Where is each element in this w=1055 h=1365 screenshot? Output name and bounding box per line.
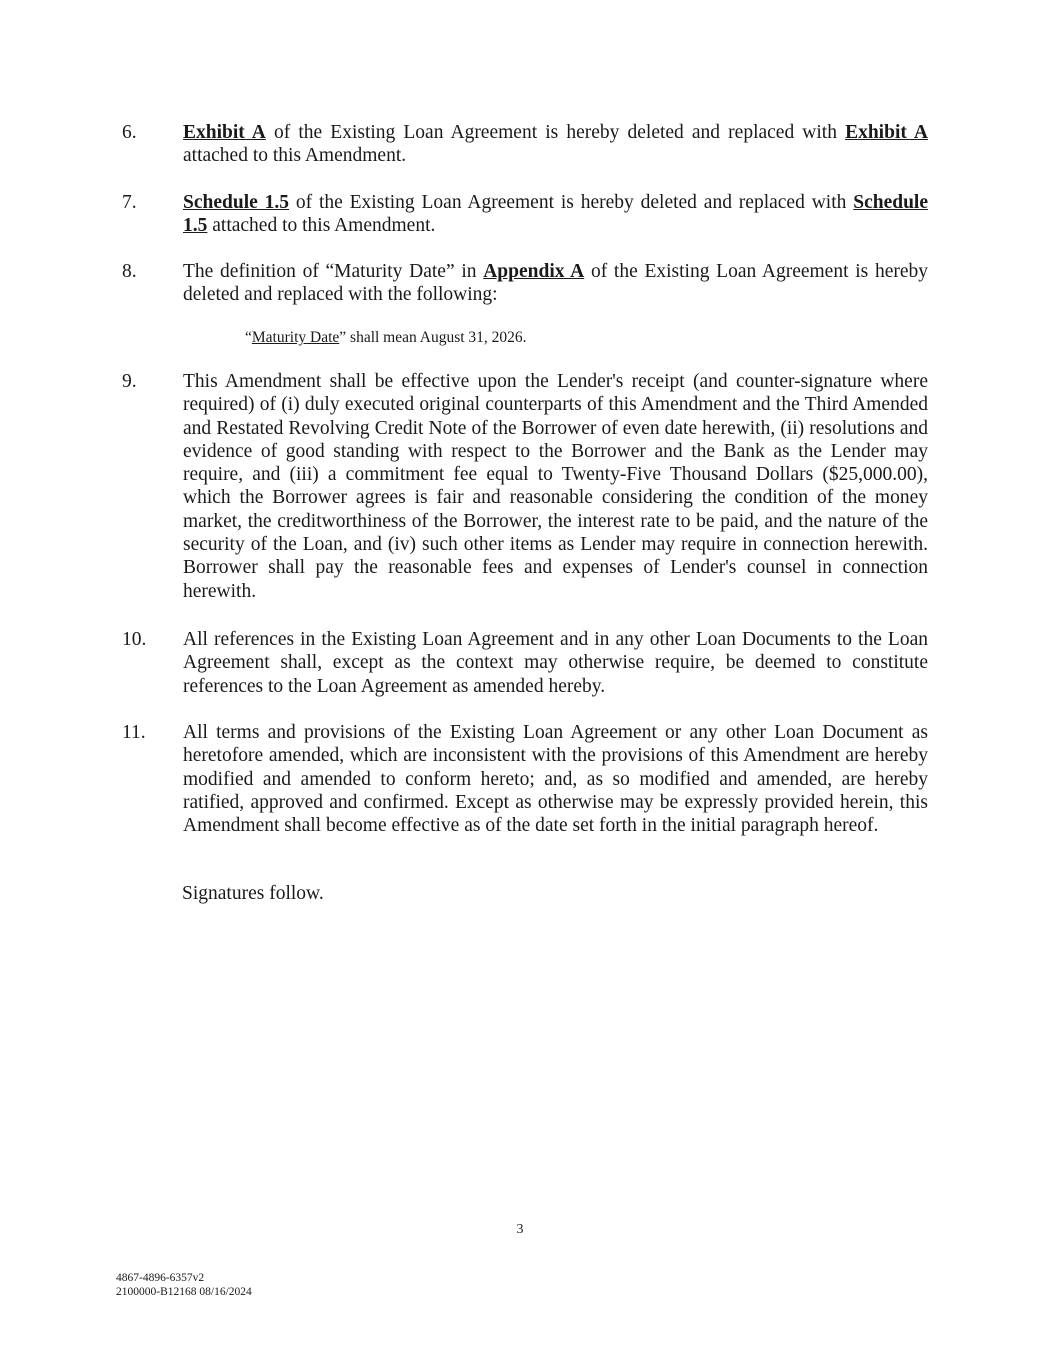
section-number: 11. [122,722,146,743]
exhibit-a-reference: Exhibit A [183,122,266,143]
signatures-note: Signatures follow. [182,883,324,904]
section-text: Schedule 1.5 of the Existing Loan Agreement is hereby deleted and replaced with Schedule 1.5 attached to this Amendment. [183,192,928,237]
schedule-reference: Schedule 1.5 [183,192,289,213]
section-number: 9. [122,371,137,392]
appendix-a-reference: Appendix A [483,261,585,282]
maturity-date-definition: “Maturity Date” shall mean August 31, 2026. [245,329,527,346]
section-text: All references in the Existing Loan Agreement and in any other Loan Documents to the Loan Agreement shall, except as the context may otherwise require, be deemed to constitute references to the Loan Agreement as amended hereby. [183,629,928,697]
document-footer [116,1271,252,1299]
section-text: The definition of “Maturity Date” in Appendix A of the Existing Loan Agreement is hereby deleted and replaced with the following: [183,261,928,306]
schedule-reference: Schedule 1.5 [183,192,928,237]
section-text: This Amendment shall be effective upon the Lender's receipt (and counter-signature where required) of (i) duly executed original counterparts of this Amendment and the Third Amended and Restated Revolving Credit Note of the Borrower of even date herewith, (ii) resolutions and evidence of good standing with respect to the Borrower and the Bank as the Lender may require, and (iii) a commitment fee equal to Twenty-Five Thousand Dollars ($25,000.00), which the Borrower agrees is fair and reasonable considering the condition of the money market, the creditworthiness of the Borrower, the interest rate to be paid, and the nature of the security of the Loan, and (iv) such other items as Lender may require in connection herewith. Borrower shall pay the reasonable fees and expenses of Lender's counsel in connection herewith. [183,371,928,602]
defined-term: Maturity Date [251,329,340,346]
section-text: All terms and provisions of the Existing Loan Agreement or any other Loan Document as heretofore amended, which are inconsistent with the provisions of this Amendment are hereby modified and amended to conform hereto; and, as so modified and amended, are hereby ratified, approved and confirmed. Except as otherwise may be expressly provided herein, this Amendment shall become effective as of the date set forth in the initial paragraph hereof. [183,722,928,837]
section-number: 7. [122,192,137,213]
section-number: 8. [122,261,137,282]
document-id: 4867-4896-6357v2 [116,1272,205,1284]
section-text: Exhibit A of the Existing Loan Agreement is hereby deleted and replaced with Exhibit A attached to this Amendment. [183,122,928,167]
exhibit-a-reference: Exhibit A [845,122,928,143]
page-number: 3 [516,1222,524,1237]
section-number: 10. [122,629,147,650]
section-number: 6. [122,122,137,143]
document-reference: 2100000-B12168 08/16/2024 [116,1286,252,1298]
